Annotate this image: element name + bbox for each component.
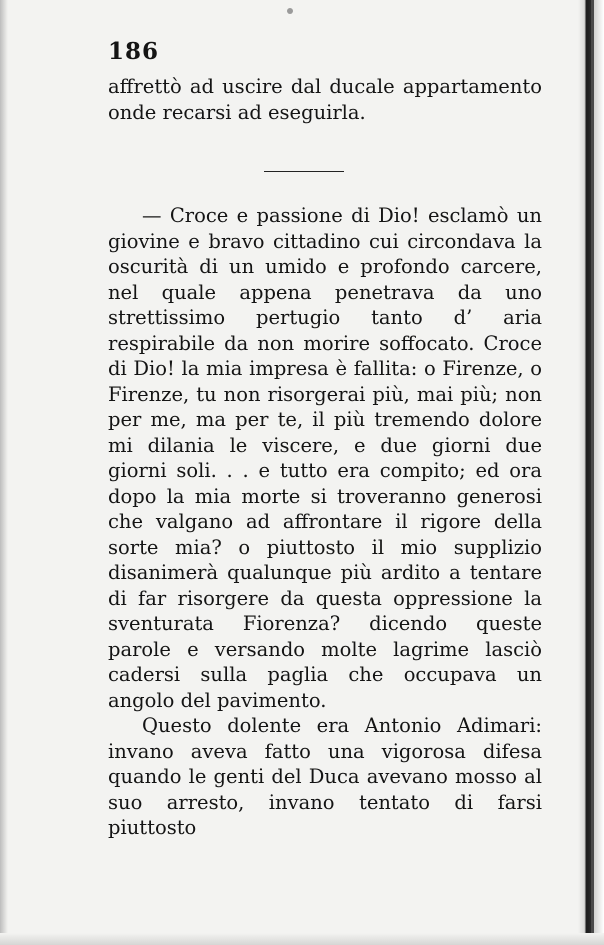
- page-right-edge: [578, 0, 604, 945]
- continuation-paragraph: affrettò ad uscire dal ducale appartamento onde recarsi ad eseguirla.: [108, 75, 542, 124]
- page-gutter-line: [592, 0, 594, 945]
- paragraph: — Croce e passione di Dio! esclamò un giovine e bravo cittadino cui circondava la oscurità di un umido e profondo carcere, nel quale appena penetrava da uno strettissimo pertugio tanto d’ aria respirabile da non morire soffocato. Croce di Dio! la mia impresa è fallita: o Firenze, o Firenze, tu non risorgerai più, mai più; non per me, ma per te, il più tremendo dolore mi dilania le viscere, e due giorni due giorni soli. . . e tutto era compito; ed ora dopo la mia morte si troveranno generosi che valgano ad affrontare il rigore della sorte mia? o piuttosto il mio supplizio disanimerà qualunque più ardito a tentare di far risorgere da questa oppressione la sventurata Fiorenza? dicendo queste parole e versando molte lagrime lasciò cadersi sulla paglia che occupava un angolo del pavimento.: [108, 204, 542, 712]
- continuation-text-block: [108, 74, 542, 125]
- page-bottom-edge: [0, 933, 604, 945]
- page-number: 186: [108, 38, 160, 65]
- print-mark: [287, 8, 293, 14]
- paragraph: Questo dolente era Antonio Adimari: invano aveva fatto una vigorosa difesa quando le genti del Duca avevano mosso al suo arresto, invano tentato di farsi piuttosto: [108, 714, 542, 839]
- section-divider: [264, 171, 344, 172]
- page-left-edge: [0, 0, 8, 945]
- main-text-block: [108, 203, 542, 841]
